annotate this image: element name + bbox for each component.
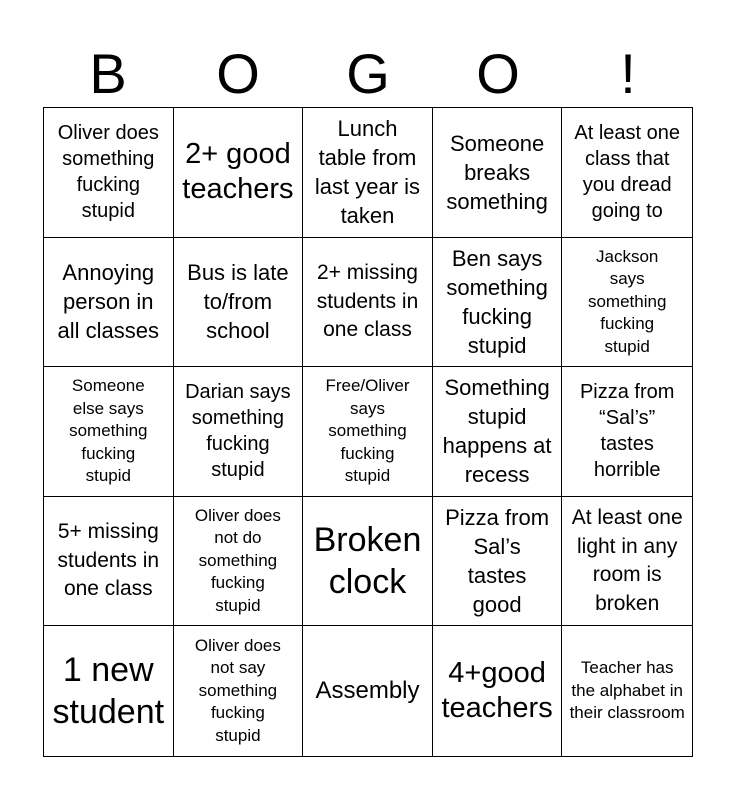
bingo-cell[interactable] — [562, 497, 692, 627]
cell-text: Ben says something fucking stupid — [446, 245, 548, 358]
bingo-cell[interactable] — [433, 497, 563, 627]
bingo-cell[interactable] — [44, 626, 174, 756]
bingo-grid — [43, 107, 693, 757]
cell-text: Oliver does not say something fucking stupid — [194, 635, 281, 745]
bingo-cell[interactable] — [562, 626, 692, 756]
cell-text: Something stupid happens at recess — [442, 375, 552, 488]
cell-text: 2+ good teachers — [182, 138, 294, 206]
cell-text: Teacher has the alphabet in their classroom — [569, 658, 685, 723]
cell-text: 2+ missing students in one class — [316, 261, 419, 342]
cell-text: Broken clock — [313, 521, 422, 602]
cell-text: 5+ missing students in one class — [57, 520, 160, 601]
bingo-cell[interactable] — [303, 626, 433, 756]
bingo-cell[interactable] — [433, 626, 563, 756]
bingo-cell[interactable] — [174, 108, 304, 238]
cell-text: Free/Oliver says something fucking stupid — [325, 376, 410, 486]
cell-text: 1 new student — [52, 651, 165, 732]
bingo-header — [43, 40, 693, 108]
header-letter-b: B — [89, 42, 127, 105]
bingo-cell[interactable] — [174, 626, 304, 756]
bingo-cell[interactable] — [44, 367, 174, 497]
bingo-cell[interactable] — [433, 238, 563, 368]
bingo-cell[interactable] — [174, 238, 304, 368]
bingo-cell[interactable] — [562, 108, 692, 238]
bingo-cell[interactable] — [433, 108, 563, 238]
cell-text: Annoying person in all classes — [57, 260, 160, 344]
bingo-cell[interactable] — [562, 367, 692, 497]
cell-text: Oliver does something fucking stupid — [57, 122, 159, 223]
cell-text: Pizza from Sal’s tastes good — [445, 505, 550, 618]
bingo-cell[interactable] — [174, 367, 304, 497]
bingo-cell[interactable] — [303, 238, 433, 368]
cell-text: Oliver does not do something fucking stupid — [194, 505, 281, 615]
cell-text: Assembly — [315, 677, 420, 705]
bingo-cell[interactable] — [44, 108, 174, 238]
bingo-cell[interactable] — [303, 497, 433, 627]
bingo-cell[interactable] — [303, 108, 433, 238]
cell-text: Pizza from “Sal’s” tastes horrible — [579, 381, 675, 482]
cell-text: Lunch table from last year is taken — [314, 116, 421, 229]
bingo-cell[interactable] — [433, 367, 563, 497]
bingo-cell[interactable] — [44, 497, 174, 627]
header-exclamation: ! — [620, 42, 636, 105]
bingo-cell[interactable] — [174, 497, 304, 627]
cell-text: Someone breaks something — [446, 130, 548, 214]
cell-text: Jackson says something fucking stupid — [587, 246, 667, 356]
header-letter-g: G — [346, 42, 390, 105]
cell-text: Darian says something fucking stupid — [185, 381, 291, 482]
bingo-cell[interactable] — [303, 367, 433, 497]
cell-text: 4+good teachers — [441, 657, 553, 725]
bingo-cell[interactable] — [562, 238, 692, 368]
header-letter-o-2: O — [476, 42, 520, 105]
cell-text: Someone else says something fucking stupid — [69, 376, 148, 486]
cell-text: At least one class that you dread going to — [574, 122, 680, 223]
header-letter-o: O — [216, 42, 260, 105]
cell-text: Bus is late to/from school — [187, 260, 289, 344]
cell-text: At least one light in any room is broken — [571, 506, 683, 615]
bingo-cell[interactable] — [44, 238, 174, 368]
